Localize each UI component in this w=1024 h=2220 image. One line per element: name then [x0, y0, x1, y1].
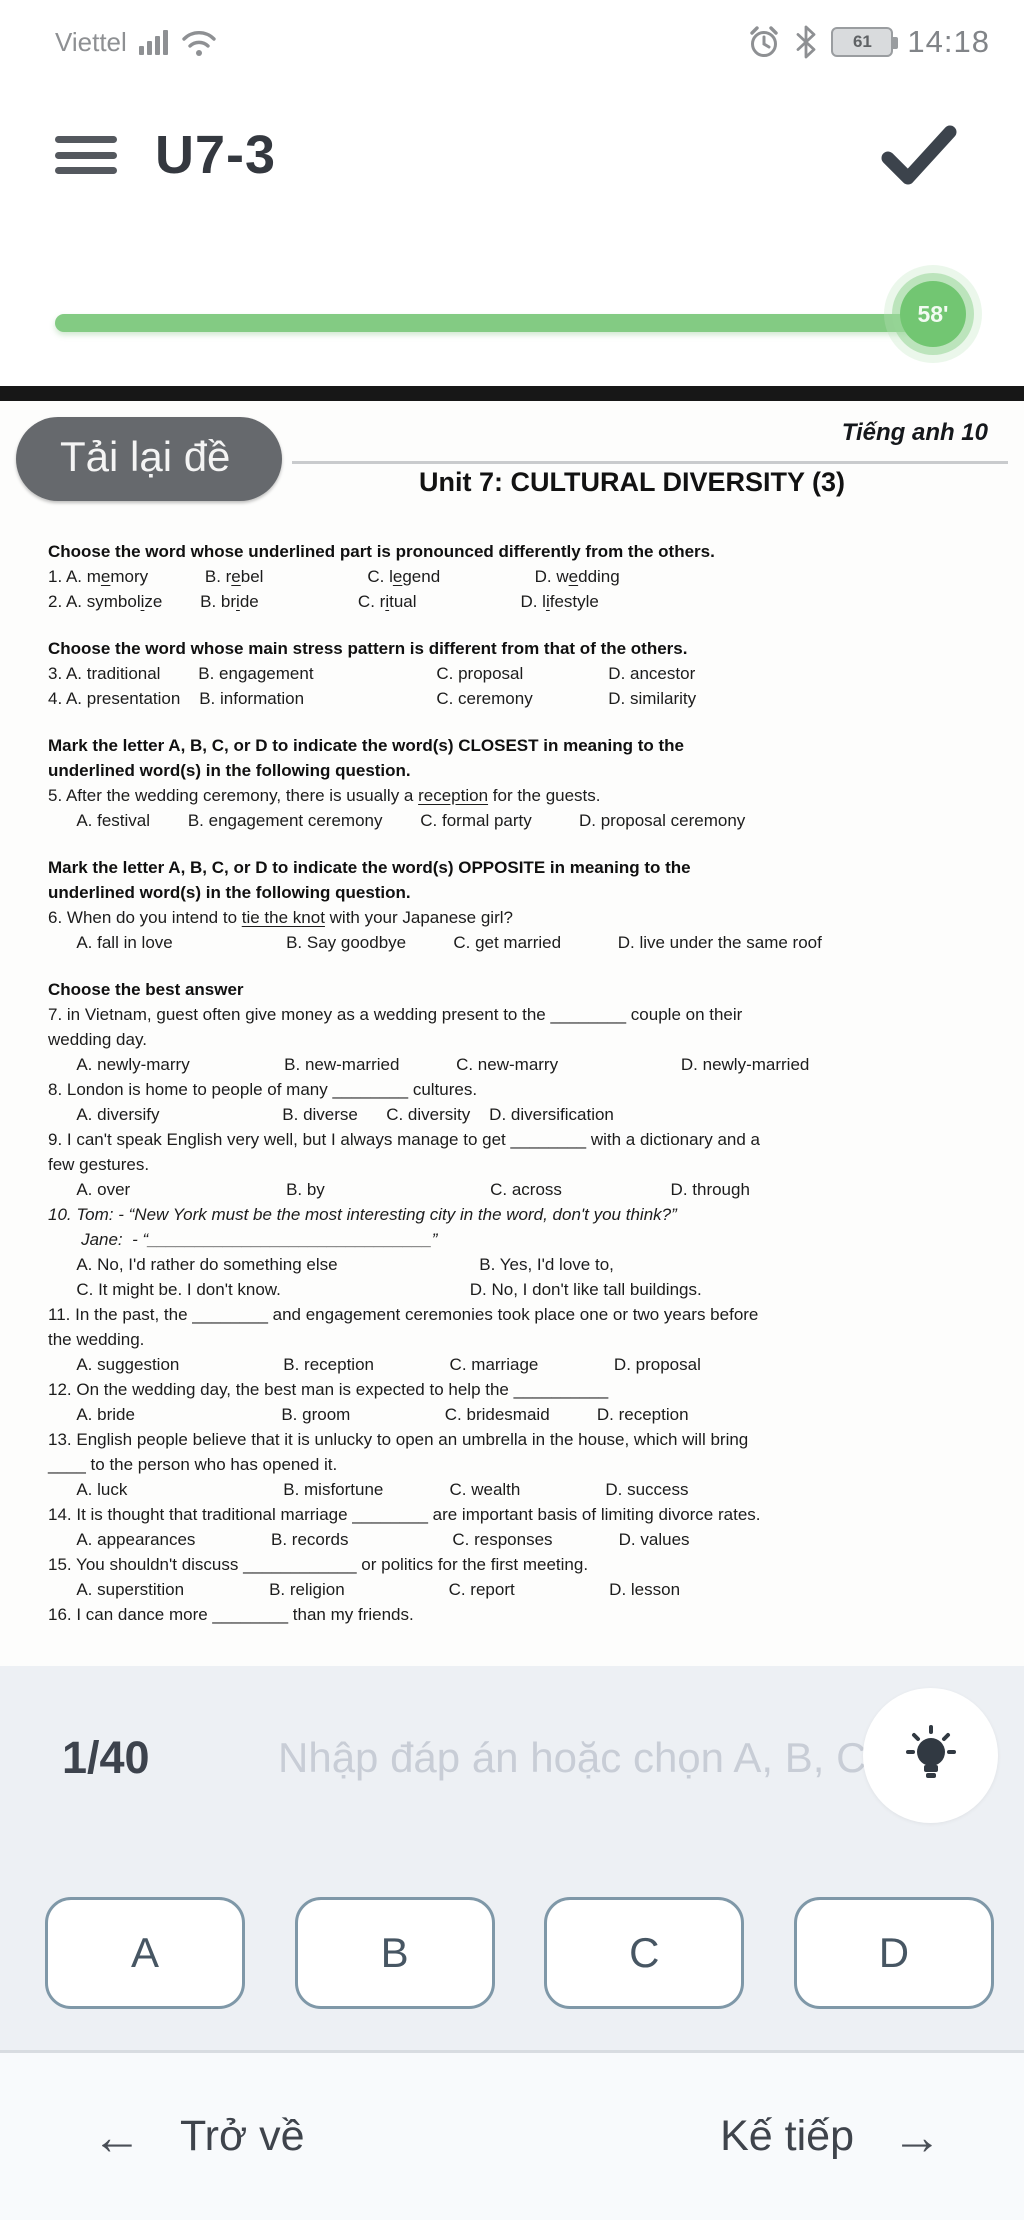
- subject-label: Tiếng anh 10: [841, 419, 988, 446]
- alarm-icon: [747, 25, 781, 59]
- doc-heading-line: underlined word(s) in the following question.: [48, 883, 411, 902]
- doc-text-line: few gestures.: [48, 1155, 150, 1174]
- choice-a-button[interactable]: A: [45, 1897, 245, 2009]
- carrier-label: Viettel: [55, 26, 127, 57]
- doc-text-line: 11. In the past, the ________ and engagement ceremonies took place one or two years before: [48, 1305, 759, 1324]
- doc-text-line: the wedding.: [48, 1330, 145, 1349]
- nav-bar: [0, 2053, 1024, 2220]
- next-button[interactable]: [720, 2108, 942, 2165]
- timer-label: 58': [917, 300, 949, 327]
- underlined-text: tie the knot: [241, 908, 325, 927]
- underlined-text: i: [545, 592, 550, 611]
- doc-text-line: A. superstition B. religion C. report D. lesson: [48, 1580, 681, 1599]
- doc-text-line: Jane: - “______________________________”: [48, 1230, 438, 1249]
- document-body: [0, 531, 1024, 1627]
- doc-text-line: A. festival B. engagement ceremony C. formal party D. proposal ceremony: [48, 811, 746, 830]
- doc-text-line: A. No, I'd rather do something else B. Yes, I'd love to,: [48, 1255, 614, 1274]
- submit-check-button[interactable]: [880, 124, 958, 186]
- doc-text-line: 14. It is thought that traditional marriage ________ are important basis of limiting divorce rates.: [48, 1505, 761, 1524]
- doc-text-line: 10. Tom: - “New York must be the most interesting city in the word, don't you think?”: [48, 1205, 677, 1224]
- doc-heading-line: Mark the letter A, B, C, or D to indicate the word(s) CLOSEST in meaning to the: [48, 736, 684, 755]
- choice-d-button[interactable]: D: [794, 1897, 994, 2009]
- answer-input[interactable]: [278, 1726, 878, 1790]
- exam-document: [0, 401, 1024, 1666]
- doc-text-line: 12. On the wedding day, the best man is expected to help the __________: [48, 1380, 609, 1399]
- doc-text-line: 3. A. traditional B. engagement C. proposal D. ancestor: [48, 664, 696, 683]
- back-button[interactable]: [92, 2108, 305, 2165]
- doc-text-line: 8. London is home to people of many ________ cultures.: [48, 1080, 478, 1099]
- doc-heading-line: Mark the letter A, B, C, or D to indicate the word(s) OPPOSITE in meaning to the: [48, 858, 691, 877]
- underlined-text: reception: [418, 786, 489, 805]
- bluetooth-icon: [795, 25, 817, 59]
- doc-text-line: A. luck B. misfortune C. wealth D. success: [48, 1480, 689, 1499]
- menu-icon[interactable]: [55, 133, 117, 177]
- underlined-text: e: [231, 567, 241, 586]
- clock-label: 14:18: [907, 24, 990, 59]
- underlined-text: e: [568, 567, 579, 586]
- lightbulb-icon: [894, 1719, 968, 1793]
- reload-exam-button[interactable]: Tải lại đề: [16, 417, 282, 501]
- battery-level: 61: [852, 32, 872, 51]
- doc-gap: [48, 955, 994, 977]
- document-header: [0, 401, 1024, 531]
- doc-text-line: ____ to the person who has opened it.: [48, 1455, 338, 1474]
- underlined-text: i: [236, 592, 240, 611]
- doc-text-line: A. diversify B. diverse C. diversity D. diversification: [48, 1105, 614, 1124]
- signal-icon: [139, 29, 168, 55]
- doc-text-line: C. It might be. I don't know. D. No, I don't like tall buildings.: [48, 1280, 702, 1299]
- doc-text-line: 9. I can't speak English very well, but I always manage to get ________ with a dictionary and a: [48, 1130, 760, 1149]
- doc-text-line: 7. in Vietnam, guest often give money as a wedding present to the ________ couple on their: [48, 1005, 743, 1024]
- doc-text-line: A. appearances B. records C. responses D. values: [48, 1530, 690, 1549]
- section-divider: [0, 386, 1024, 401]
- wifi-icon: [180, 27, 218, 57]
- back-label: Trở về: [180, 2112, 305, 2160]
- back-arrow-icon: ←: [92, 2108, 142, 2165]
- check-icon: [880, 124, 958, 186]
- next-label: Kế tiếp: [720, 2112, 854, 2160]
- doc-text-line: wedding day.: [48, 1030, 147, 1049]
- doc-text-line: A. bride B. groom C. bridesmaid D. reception: [48, 1405, 689, 1424]
- underlined-text: i: [385, 592, 390, 611]
- doc-heading-line: Choose the word whose underlined part is pronounced differently from the others.: [48, 542, 715, 561]
- doc-text-line: A. over B. by C. across D. through: [48, 1180, 750, 1199]
- doc-text-line: A. fall in love B. Say goodbye C. get married D. live under the same roof: [48, 933, 822, 952]
- app-header: [0, 100, 1024, 210]
- next-arrow-icon: →: [892, 2108, 942, 2165]
- answer-panel: [0, 1666, 1024, 2052]
- question-counter: 1/40: [62, 1732, 150, 1783]
- doc-gap: [48, 614, 994, 636]
- underlined-text: i: [140, 592, 145, 611]
- progress-bar: [55, 314, 913, 332]
- doc-text-line: A. newly-marry B. new-married C. new-marry D. newly-married: [48, 1055, 810, 1074]
- timer-badge: [900, 281, 966, 347]
- doc-text-line: 6. When do you intend to tie the knot with your Japanese girl?: [48, 908, 513, 927]
- doc-text-line: 4. A. presentation B. information C. ceremony D. similarity: [48, 689, 697, 708]
- hint-button[interactable]: [863, 1688, 998, 1823]
- doc-text-line: 16. I can dance more ________ than my friends.: [48, 1605, 414, 1624]
- underlined-text: e: [100, 567, 111, 586]
- header-rule: [292, 461, 1008, 464]
- doc-text-line: 2. A. symbolize B. bride C. ritual D. lifestyle: [48, 592, 599, 611]
- doc-text-line: 13. English people believe that it is unlucky to open an umbrella in the house, which will bring: [48, 1430, 749, 1449]
- progress-row: [0, 270, 1024, 380]
- doc-text-line: 5. After the wedding ceremony, there is usually a reception for the guests.: [48, 786, 601, 805]
- exam-title: Unit 7: CULTURAL DIVERSITY (3): [418, 467, 845, 497]
- choices-row: [45, 1897, 994, 2009]
- doc-text-line: 15. You shouldn't discuss ____________ or politics for the first meeting.: [48, 1555, 589, 1574]
- doc-gap: [48, 833, 994, 855]
- choice-b-button[interactable]: B: [295, 1897, 495, 2009]
- doc-heading-line: underlined word(s) in the following question.: [48, 761, 411, 780]
- doc-heading-line: Choose the best answer: [48, 980, 244, 999]
- choice-c-button[interactable]: C: [544, 1897, 744, 2009]
- page-title: U7-3: [155, 125, 277, 185]
- battery-icon: [831, 27, 893, 57]
- doc-text-line: 1. A. memory B. rebel C. legend D. wedding: [48, 567, 620, 586]
- doc-text-line: A. suggestion B. reception C. marriage D. proposal: [48, 1355, 701, 1374]
- status-bar: [0, 0, 1024, 70]
- underlined-text: e: [392, 567, 403, 586]
- doc-heading-line: Choose the word whose main stress pattern is different from that of the others.: [48, 639, 688, 658]
- doc-gap: [48, 711, 994, 733]
